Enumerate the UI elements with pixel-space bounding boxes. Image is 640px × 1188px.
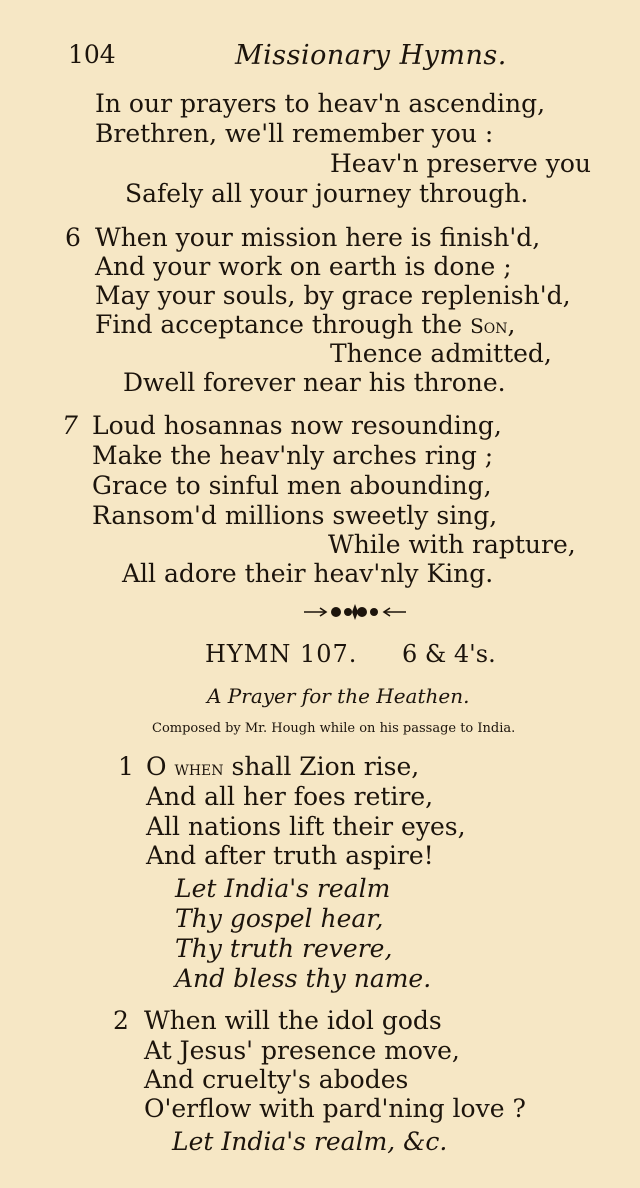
hymn-subtitle: A Prayer for the Heathen.: [207, 684, 470, 708]
verse-line: At Jesus' presence move,: [144, 1036, 460, 1065]
verse-line: O'erflow with pard'ning love ?: [144, 1094, 526, 1123]
refrain-line: Thy truth revere,: [175, 934, 393, 963]
verse-line: May your souls, by grace replenish'd,: [95, 281, 571, 310]
verse-line: Thence admitted,: [330, 339, 552, 368]
verse-line: When will the idol gods: [144, 1006, 442, 1035]
running-title: Missionary Hymns.: [235, 40, 507, 71]
verse-line: Make the heav'nly arches ring ;: [92, 441, 494, 470]
verse-line: When your mission here is finish'd,: [95, 223, 541, 252]
refrain-line: Thy gospel hear,: [175, 904, 384, 933]
verse-text: shall Zion rise,: [231, 752, 420, 781]
verse-line: Safely all your journey through.: [125, 179, 529, 208]
verse-line: [95, 310, 515, 341]
verse-line: All nations lift their eyes,: [146, 812, 466, 841]
refrain-line: Let India's realm: [175, 874, 391, 903]
refrain-line: Let India's realm, &c.: [172, 1127, 448, 1156]
verse-line: Heav'n preserve you: [330, 149, 592, 178]
verse-text: Find acceptance through the: [95, 310, 463, 339]
verse-line: And after truth aspire!: [146, 841, 434, 870]
small-caps-word: Son: [470, 314, 508, 338]
ornament-divider: [300, 600, 410, 624]
small-caps-word: when: [174, 756, 224, 780]
verse-line: Dwell forever near his throne.: [123, 368, 506, 397]
hymn-title: HYMN 107.: [205, 640, 358, 668]
verse-line: While with rapture,: [328, 530, 576, 559]
verse-text: O: [146, 752, 167, 781]
verse-line: Loud hosannas now resounding,: [92, 411, 502, 440]
composition-note: Composed by Mr. Hough while on his passage to India.: [152, 721, 516, 736]
verse-line: All adore their heav'nly King.: [122, 559, 494, 588]
verse-line: Grace to sinful men abounding,: [92, 471, 492, 500]
hymn-meter: 6 & 4's.: [402, 640, 496, 668]
verse-line: And cruelty's abodes: [144, 1065, 409, 1094]
stanza-number: 2: [113, 1006, 129, 1035]
verse-line: [146, 752, 419, 783]
verse-line: And your work on earth is done ;: [95, 252, 512, 281]
page-number: 104: [68, 40, 116, 69]
stanza-number: 6: [65, 223, 81, 252]
verse-line: And all her foes retire,: [146, 782, 434, 811]
stanza-number: 7: [62, 411, 78, 440]
verse-line: Brethren, we'll remember you :: [95, 119, 494, 148]
verse-line: In our prayers to heav'n ascending,: [95, 89, 546, 118]
verse-line: Ransom'd millions sweetly sing,: [92, 501, 498, 530]
refrain-line: And bless thy name.: [175, 964, 432, 993]
punctuation: ,: [507, 310, 516, 339]
stanza-number: 1: [118, 752, 134, 781]
